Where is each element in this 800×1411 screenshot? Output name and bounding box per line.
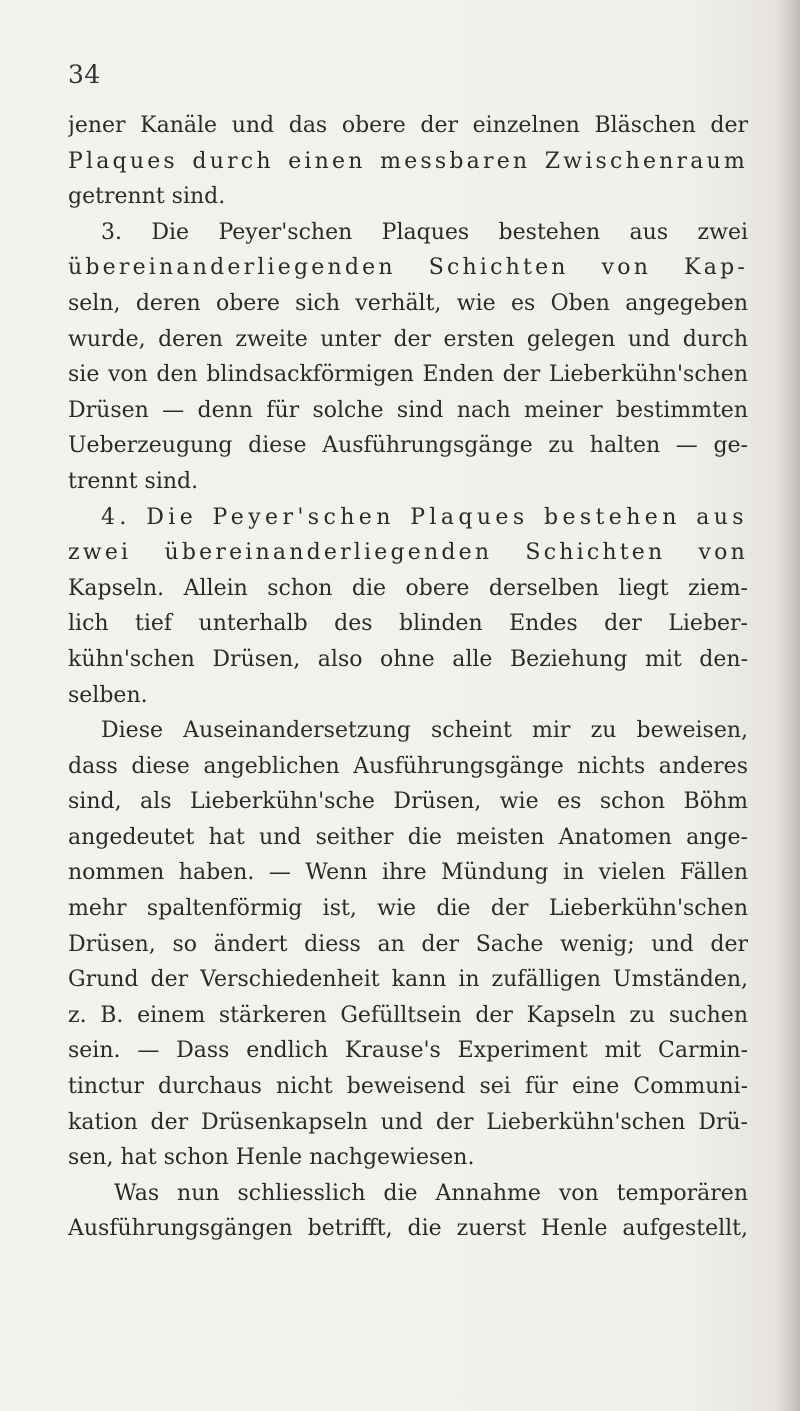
text-line: 4. Die Peyer'schen Plaques bestehen aus — [101, 504, 748, 530]
text-line: lich tief unterhalb des blinden Endes der Lieber- — [68, 611, 748, 637]
page-number: 34 — [68, 60, 101, 89]
text-line: tinctur durchaus nicht beweisend sei für eine Communi- — [68, 1074, 748, 1100]
text-line: trennt sind. — [68, 468, 199, 494]
text-line: zwei übereinanderliegenden Schichten von — [68, 540, 748, 566]
text-line: mehr spaltenförmig ist, wie die der Lieberkühn'schen — [68, 896, 748, 922]
text-line: übereinanderliegenden Schichten von Kap- — [68, 255, 748, 281]
text-line: Plaques durch einen messbaren Zwischenraum — [68, 148, 748, 174]
text-line: z. B. einem stärkeren Gefülltsein der Kapseln zu suchen — [68, 1002, 748, 1028]
text-line: kühn'schen Drüsen, also ohne alle Beziehung mit den- — [68, 646, 748, 672]
page-edge-shadow — [774, 0, 800, 1411]
text-line: sein. — Dass endlich Krause's Experiment mit Carmin- — [68, 1038, 748, 1064]
text-line: Grund der Verschiedenheit kann in zufälligen Umständen, — [68, 967, 748, 993]
text-line: getrennt sind. — [68, 184, 226, 210]
text-line: Ueberzeugung diese Ausführungsgänge zu halten — ge- — [68, 433, 748, 459]
text-line: sie von den blindsackförmigen Enden der Lieberkühn'schen — [68, 362, 748, 388]
text-line: Was nun schliesslich die Annahme von temporären — [114, 1180, 748, 1206]
text-line: Diese Auseinandersetzung scheint mir zu beweisen, — [101, 718, 748, 744]
text-line: Drüsen — denn für solche sind nach meiner bestimmten — [68, 397, 748, 423]
text-line: seln, deren obere sich verhält, wie es Oben angegeben — [68, 290, 748, 316]
text-line: dass diese angeblichen Ausführungsgänge nichts anderes — [68, 753, 748, 779]
body-text — [68, 108, 748, 1247]
text-line: Drüsen, so ändert diess an der Sache wenig; und der — [68, 931, 748, 957]
text-line: Ausführungsgängen betrifft, die zuerst Henle aufgestellt, — [68, 1216, 748, 1242]
text-line: nommen haben. — Wenn ihre Mündung in vielen Fällen — [68, 860, 748, 886]
text-line: selben. — [68, 682, 148, 708]
text-line: wurde, deren zweite unter der ersten gelegen und durch — [68, 326, 748, 352]
text-line: Kapseln. Allein schon die obere derselben liegt ziem- — [68, 575, 748, 601]
text-line: jener Kanäle und das obere der einzelnen Bläschen der — [68, 113, 748, 138]
text-line: kation der Drüsenkapseln und der Lieberkühn'schen Drü- — [68, 1109, 748, 1135]
text-line: sind, als Lieberkühn'sche Drüsen, wie es schon Böhm — [68, 789, 748, 815]
text-line: sen, hat schon Henle nachgewiesen. — [68, 1145, 475, 1171]
text-line: 3. Die Peyer'schen Plaques bestehen aus zwei — [101, 219, 748, 245]
text-line: angedeutet hat und seither die meisten Anatomen ange- — [68, 824, 748, 850]
